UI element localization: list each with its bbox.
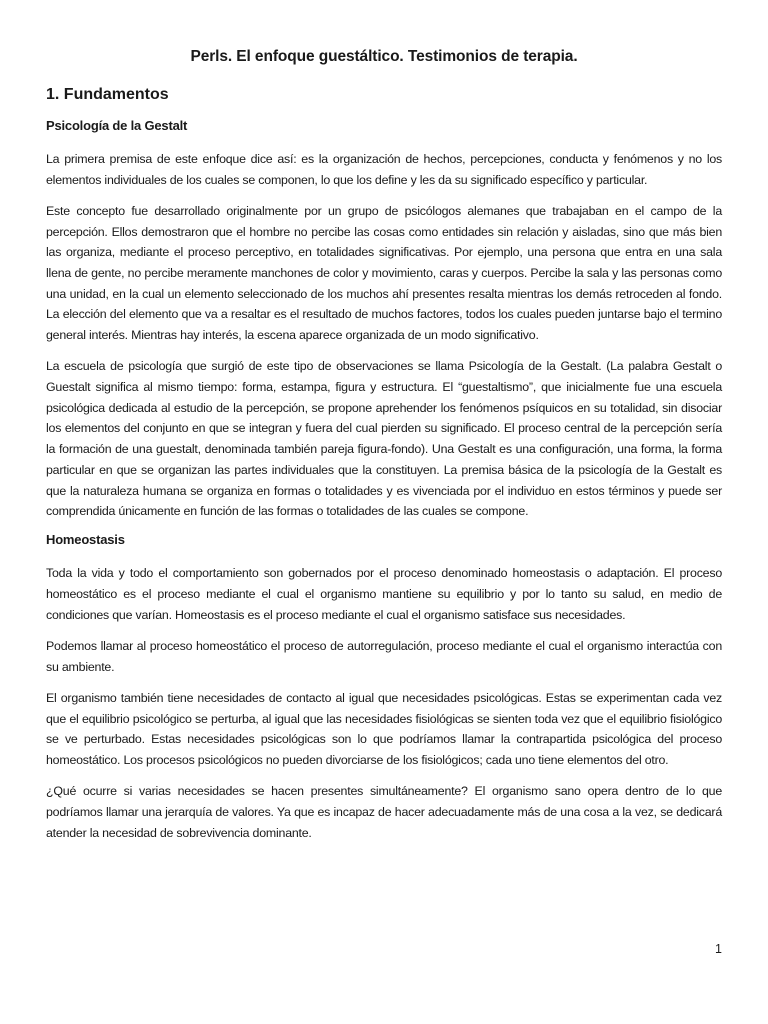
paragraph: ¿Qué ocurre si varias necesidades se hacen presentes simultáneamente? El organismo sano opera dentro de lo que podríamos llamar una jerarquía de valores. Ya que es incapaz de hacer adecuadamente más de una cosa a la vez, se dedicará atender la necesidad de sobrevivencia dominante. (46, 784, 722, 840)
paragraph: La primera premisa de este enfoque dice así: es la organización de hechos, percepciones, conducta y fenómenos y no los elementos individuales de los cuales se componen, lo que los define y les da su significado específico y particular. (46, 152, 722, 187)
paragraph: Podemos llamar al proceso homeostático el proceso de autorregulación, proceso mediante el cual el organismo interactúa con su ambiente. (46, 639, 722, 674)
paragraph: La escuela de psicología que surgió de este tipo de observaciones se llama Psicología de la Gestalt. (La palabra Gestalt o Guestalt significa al mismo tiempo: forma, estampa, figura y estructura. El “guestaltismo”, que inicialmente fue una escuela psicológica dedicada al estudio de la percepción, se propone aprehender los fenómenos psíquicos en su totalidad, sin disociar los elementos del conjunto en que se integran y fuera del cual pierden su significado. El proceso central de la percepción sería la formación de una guestalt, denominada también pareja figura-fondo). Una Gestalt es una configuración, una forma, la forma particular en que se organizan las partes individuales que la constituyen. La premisa básica de la psicología de la Gestalt es que la naturaleza humana se organiza en formas o totalidades y es vivenciada por el individuo en estos términos y puede ser comprendida únicamente en función de las formas o totalidades de las cuales se compone. (46, 359, 722, 519)
document-title: Perls. El enfoque guestáltico. Testimonios de terapia. (190, 48, 578, 65)
subsection-heading-gestalt: Psicología de la Gestalt (46, 118, 188, 133)
paragraph: El organismo también tiene necesidades de contacto al igual que necesidades psicológicas. Estas se experimentan cada vez que el equilibrio psicológico se perturba, al igual que las necesidades fisiológicas se sienten toda vez que el equilibrio fisiológico se ve perturbado. Estas necesidades psicológicas son lo que podríamos llamar la contrapartida psicológica del proceso homeostático. Los procesos psicológicos no pueden divorciarse de los fisiológicos; cada uno tiene elementos del otro. (46, 690, 722, 768)
subsection-heading-homeostasis: Homeostasis (46, 532, 125, 548)
page-number: 1 (715, 942, 722, 956)
paragraph: Este concepto fue desarrollado originalmente por un grupo de psicólogos alemanes que trabajaban en el campo de la percepción. Ellos demostraron que el hombre no percibe las cosas como entidades sin relación y aisladas, sino que más bien las organiza, mediante el proceso perceptivo, en totalidades significativas. Por ejemplo, una persona que entra en una sala llena de gente, no percibe meramente manchones de color y movimiento, caras y cuerpos. Percibe la sala y las personas como una unidad, en la cual un elemento seleccionado de los muchos ahí presentes resalta mientras los demás retroceden al fondo. La elección del elemento que va a resaltar es el resultado de muchos factores, todos los cuales pueden juntarse bajo el termino general interés. Mientras hay interés, la escena aparece organizada de un modo significativo. (46, 203, 722, 343)
section-heading: 1. Fundamentos (46, 86, 169, 103)
paragraph: Toda la vida y todo el comportamiento son gobernados por el proceso denominado homeostasis o adaptación. El proceso homeostático es el proceso mediante el cual el organismo mantiene su equilibrio y por lo tanto su salud, en medio de condiciones que varían. Homeostasis es el proceso mediante el cual el organismo satisface sus necesidades. (46, 566, 722, 622)
